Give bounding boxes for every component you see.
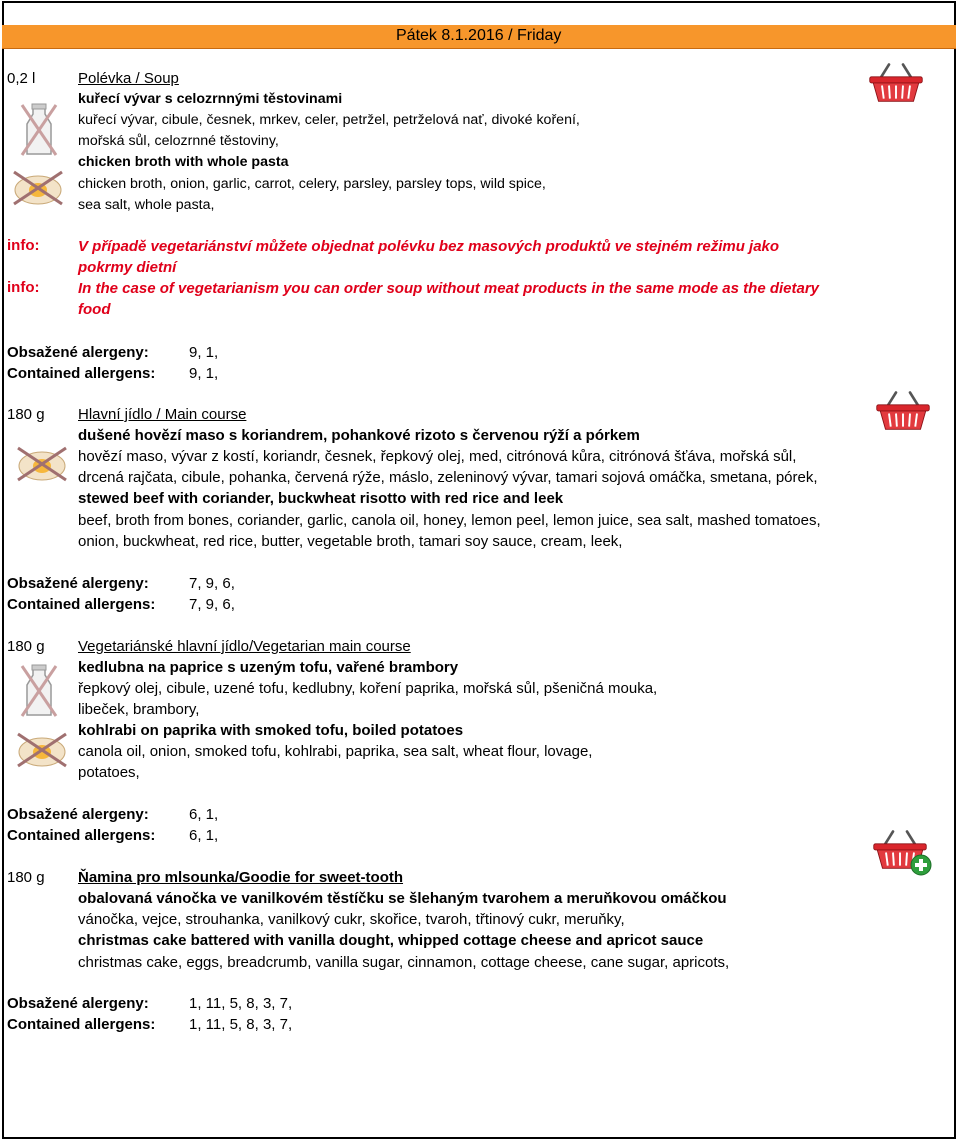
main-qty: 180 g	[7, 406, 45, 423]
soup-en-ingredients-2: sea salt, whole pasta,	[78, 197, 215, 213]
dessert-cz-name: obalovaná vánočka ve vanilkovém těstíčku se šlehaným tvarohem a meruňkovou omáčkou	[78, 890, 727, 907]
main-en-ingredients-2: onion, buckwheat, red rice, butter, vegetable broth, tamari soy sauce, cream, leek,	[78, 533, 623, 550]
veg-en-ingredients-1: canola oil, onion, smoked tofu, kohlrabi, paprika, sea salt, wheat flour, lovage,	[78, 743, 593, 760]
dessert-allergens-cz: Obsažené alergeny: 1, 11, 5, 8, 3, 7,	[7, 995, 293, 1012]
soup-title: Polévka / Soup	[78, 70, 179, 87]
veg-en-ingredients-2: potatoes,	[78, 764, 140, 781]
no-milk-icon	[19, 102, 59, 158]
veg-qty: 180 g	[7, 638, 45, 655]
date-header-bar	[2, 25, 956, 49]
main-allergens-en-value: 7, 9, 6,	[189, 596, 235, 613]
dessert-cz-ingredients-1: vánočka, vejce, strouhanka, vanilkový cukr, skořice, tvaroh, třtinový cukr, meruňky,	[78, 911, 625, 928]
soup-en-ingredients-1: chicken broth, onion, garlic, carrot, celery, parsley, parsley tops, wild spice,	[78, 176, 546, 192]
main-title: Hlavní jídlo / Main course	[78, 406, 247, 423]
no-egg-icon	[10, 168, 66, 208]
veg-cz-ingredients-1: řepkový olej, cibule, uzené tofu, kedlubny, koření paprika, mořská sůl, pšeničná mouka,	[78, 680, 658, 697]
veg-cz-name: kedlubna na paprice s uzeným tofu, vařené brambory	[78, 659, 459, 676]
soup-allergens-en-value: 9, 1,	[189, 365, 219, 382]
soup-allergens-cz-value: 9, 1,	[189, 344, 219, 361]
main-cz-ingredients-2: drcená rajčata, cibule, pohanka, červená rýže, máslo, zeleninový vývar, tamari sojová omáčka, smetana, pórek,	[78, 469, 818, 486]
dessert-en-name: christmas cake battered with vanilla dought, whipped cottage cheese and apricot sauce	[78, 932, 704, 949]
basket-icon	[875, 385, 931, 435]
basket-icon	[868, 60, 924, 104]
veg-allergens-cz: Obsažené alergeny: 6, 1,	[7, 806, 219, 823]
dessert-qty: 180 g	[7, 869, 45, 886]
no-egg-icon	[14, 730, 70, 770]
soup-en-name: chicken broth with whole pasta	[78, 154, 289, 170]
info-label-en: info:	[7, 279, 40, 296]
soup-cz-ingredients-2: mořská sůl, celozrnné těstoviny,	[78, 133, 279, 149]
soup-cz-name: kuřecí vývar s celozrnnými těstovinami	[78, 91, 343, 107]
soup-info-en-2: food	[78, 301, 111, 318]
veg-title: Vegetariánské hlavní jídlo/Vegetarian main course	[78, 638, 411, 655]
veg-allergens-cz-value: 6, 1,	[189, 806, 219, 823]
soup-info-en-1: In the case of vegetarianism you can order soup without meat products in the same mode as the dietary	[78, 280, 820, 297]
soup-info-cz-1: V případě vegetariánství můžete objednat polévku bez masových produktů ve stejném režimu jako	[78, 238, 780, 255]
veg-allergens-en-value: 6, 1,	[189, 827, 219, 844]
basket-add-icon	[872, 826, 934, 876]
main-cz-ingredients-1: hovězí maso, vývar z kostí, koriandr, česnek, řepkový olej, med, citrónová kůra, citrónová šťáva, mořská sůl,	[78, 448, 797, 465]
soup-cz-ingredients-1: kuřecí vývar, cibule, česnek, mrkev, celer, petržel, petrželová nať, divoké koření,	[78, 112, 580, 128]
no-egg-icon	[14, 444, 70, 484]
main-allergens-cz: Obsažené alergeny: 7, 9, 6,	[7, 575, 235, 592]
main-cz-name: dušené hovězí maso s koriandrem, pohankové rizoto s červenou rýží a pórkem	[78, 427, 640, 444]
main-allergens-cz-value: 7, 9, 6,	[189, 575, 235, 592]
main-allergens-en: Contained allergens: 7, 9, 6,	[7, 596, 235, 613]
dessert-allergens-cz-value: 1, 11, 5, 8, 3, 7,	[189, 995, 293, 1012]
veg-en-name: kohlrabi on paprika with smoked tofu, boiled potatoes	[78, 722, 464, 739]
dessert-title: Ňamina pro mlsounka/Goodie for sweet-tooth	[78, 869, 404, 886]
dessert-allergens-en-value: 1, 11, 5, 8, 3, 7,	[189, 1016, 293, 1033]
date-header: Pátek 8.1.2016 / Friday	[396, 27, 562, 44]
dessert-en-ingredients-1: christmas cake, eggs, breadcrumb, vanilla sugar, cinnamon, cottage cheese, cane sugar, apricots,	[78, 954, 730, 971]
soup-allergens-cz: Obsažené alergeny: 9, 1,	[7, 344, 219, 361]
info-label-cz: info:	[7, 237, 40, 254]
soup-allergens-en: Contained allergens: 9, 1,	[7, 365, 219, 382]
main-en-name: stewed beef with coriander, buckwheat risotto with red rice and leek	[78, 490, 564, 507]
soup-qty: 0,2 l	[7, 70, 36, 87]
veg-allergens-en: Contained allergens: 6, 1,	[7, 827, 219, 844]
plus-icon	[910, 854, 932, 876]
veg-cz-ingredients-2: libeček, brambory,	[78, 701, 200, 718]
main-en-ingredients-1: beef, broth from bones, coriander, garlic, canola oil, honey, lemon peel, lemon juice, sea salt, mashed tomatoes,	[78, 512, 821, 529]
soup-info-cz-2: pokrmy dietní	[78, 259, 177, 276]
no-milk-icon	[19, 663, 59, 719]
dessert-allergens-en: Contained allergens: 1, 11, 5, 8, 3, 7,	[7, 1016, 293, 1033]
